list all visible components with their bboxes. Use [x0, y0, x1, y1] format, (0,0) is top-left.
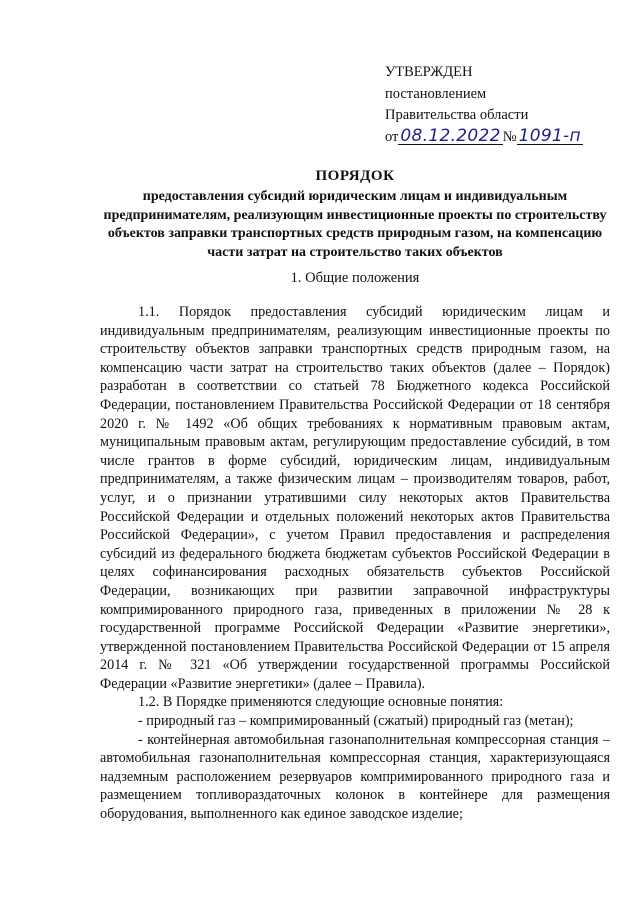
paragraph-1-2: 1.2. В Порядке применяются следующие основные понятия:	[138, 694, 504, 711]
approval-authority: Правительства области	[385, 107, 529, 123]
section-heading: 1. Общие положения	[290, 270, 420, 286]
body-text	[100, 303, 610, 824]
paragraph-1-1: 1.1. Порядок предоставления субсидий юридическим лицам и индивидуальным предпринимателям, реализующим инвестиционные проекты по строительству объектов заправки транспортных средств природным газом, на компенсацию части затрат на строительство таких объектов (далее – Порядок) разработан в соответствии со статьей 78 Бюджетного кодекса Российской Федерации, постановлением Правительства Российской Федерации от 18 сентября 2020 г. № 1492 «Об общих требованиях к нормативным правовым актам, муниципальным правовым актам, регулирующим предоставление субсидий, в том числе грантов в форме субсидий, юридическим лицам, индивидуальным предпринимателям, а также физическим лицам – производителям товаров, работ, услуг, и о признании утратившими силу некоторых актов Правительства Российской Федерации и отдельных положений некоторых актов Правительства Российской Федерации», с учетом Правил предоставления и распределения субсидий из федерального бюджета бюджетам субъектов Российской Федерации в целях софинансирования расходных обязательств субъектов Российской Федерации, возникающих при развитии заправочной инфраструктуры компримированного природного газа, приведенных в приложении № 28 к государственной программе Российской Федерации «Развитие энергетики», утвержденной постановлением Правительства Российской Федерации от 15 апреля 2014 г. № 321 «Об утверждении государственной программы Российской Федерации «Развитие энергетики» (далее – Правила).	[100, 304, 610, 692]
approval-resolution: постановлением	[385, 85, 487, 102]
handwritten-date: 08.12.2022	[400, 125, 501, 146]
title-main: ПОРЯДОК	[315, 168, 395, 184]
definition-natural-gas: - природный газ – компримированный (сжатый) природный газ (метан);	[138, 713, 574, 730]
date-prefix: от	[385, 128, 399, 145]
approval-date-line	[385, 127, 625, 149]
handwritten-number: 1091-п	[518, 125, 581, 146]
approval-block	[385, 62, 625, 148]
number-prefix: №	[502, 128, 517, 145]
title-subtitle: предоставления субсидий юридическим лицам и индивидуальным предпринимателям, реализующим инвестиционные проекты по строительству объектов заправки транспортных средств природным газом, на компенсацию части затрат на строительство таких объектов	[103, 189, 607, 260]
definition-container-station: - контейнерная автомобильная газонаполнительная компрессорная станция – автомобильная газонаполнительная компрессорная станция, характеризующаяся надземным расположением резервуаров компримированного природного газа и размещением топливораздаточных колонок в контейнере для размещения оборудования, выполненного как единое заводское изделие;	[100, 731, 610, 823]
approval-title: УТВЕРЖДЕН	[385, 64, 473, 80]
document-title	[100, 166, 610, 262]
